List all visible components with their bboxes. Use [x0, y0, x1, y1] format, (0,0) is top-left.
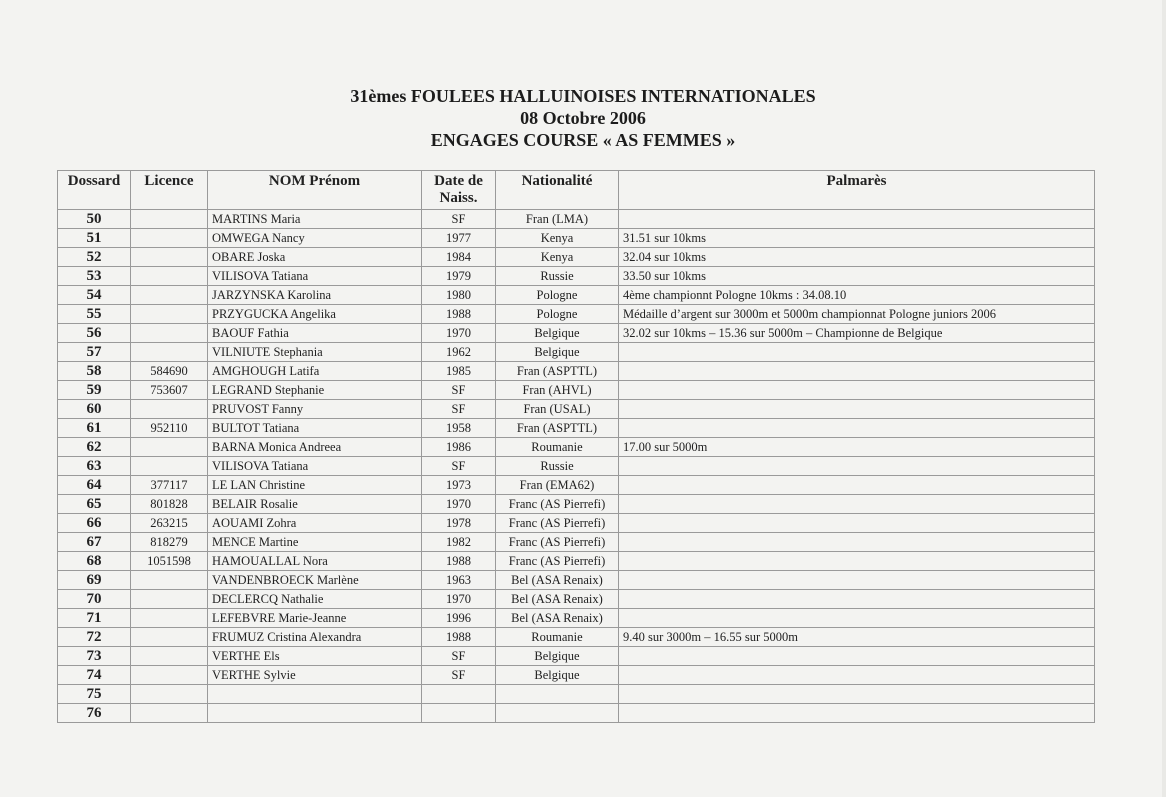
- cell-name: AMGHOUGH Latifa: [208, 362, 422, 381]
- cell-palmares: 17.00 sur 5000m: [619, 438, 1095, 457]
- cell-licence: [131, 305, 208, 324]
- cell-birth-date: 1984: [422, 248, 496, 267]
- cell-birth-date: 1970: [422, 324, 496, 343]
- table-row: [58, 362, 1095, 381]
- cell-name: OMWEGA Nancy: [208, 229, 422, 248]
- cell-licence: [131, 286, 208, 305]
- cell-palmares: [619, 590, 1095, 609]
- cell-nationality: Fran (ASPTTL): [496, 419, 619, 438]
- cell-licence: 377117: [131, 476, 208, 495]
- header-licence: Licence: [131, 171, 208, 210]
- cell-licence: [131, 457, 208, 476]
- cell-birth-date: 1988: [422, 628, 496, 647]
- cell-palmares: [619, 457, 1095, 476]
- cell-nationality: Franc (AS Pierrefi): [496, 514, 619, 533]
- cell-palmares: 33.50 sur 10kms: [619, 267, 1095, 286]
- cell-licence: [131, 609, 208, 628]
- cell-nationality: Roumanie: [496, 628, 619, 647]
- cell-nationality: [496, 704, 619, 723]
- table-row: [58, 286, 1095, 305]
- cell-name: PRUVOST Fanny: [208, 400, 422, 419]
- table-row: [58, 628, 1095, 647]
- cell-nationality: Fran (EMA62): [496, 476, 619, 495]
- table-row: [58, 400, 1095, 419]
- cell-licence: [131, 666, 208, 685]
- cell-dossard: 56: [58, 324, 131, 343]
- cell-dossard: 70: [58, 590, 131, 609]
- header-nationalite: Nationalité: [496, 171, 619, 210]
- cell-dossard: 58: [58, 362, 131, 381]
- cell-nationality: Bel (ASA Renaix): [496, 590, 619, 609]
- cell-palmares: [619, 571, 1095, 590]
- cell-dossard: 65: [58, 495, 131, 514]
- cell-dossard: 74: [58, 666, 131, 685]
- cell-nationality: Kenya: [496, 248, 619, 267]
- cell-licence: 801828: [131, 495, 208, 514]
- cell-licence: 952110: [131, 419, 208, 438]
- cell-licence: 263215: [131, 514, 208, 533]
- cell-licence: [131, 590, 208, 609]
- cell-dossard: 63: [58, 457, 131, 476]
- cell-palmares: [619, 609, 1095, 628]
- cell-palmares: [619, 495, 1095, 514]
- table-row: [58, 647, 1095, 666]
- cell-birth-date: 1986: [422, 438, 496, 457]
- cell-birth-date: 1982: [422, 533, 496, 552]
- event-date: 08 Octobre 2006: [520, 108, 646, 128]
- cell-palmares: [619, 362, 1095, 381]
- cell-licence: 584690: [131, 362, 208, 381]
- cell-dossard: 54: [58, 286, 131, 305]
- cell-name: OBARE Joska: [208, 248, 422, 267]
- cell-name: BARNA Monica Andreea: [208, 438, 422, 457]
- cell-dossard: 60: [58, 400, 131, 419]
- cell-name: VERTHE Sylvie: [208, 666, 422, 685]
- cell-licence: [131, 267, 208, 286]
- header-dossard: Dossard: [58, 171, 131, 210]
- cell-name: VILISOVA Tatiana: [208, 457, 422, 476]
- table-row: [58, 324, 1095, 343]
- cell-birth-date: 1978: [422, 514, 496, 533]
- cell-name: VERTHE Els: [208, 647, 422, 666]
- cell-birth-date: 1988: [422, 305, 496, 324]
- cell-licence: [131, 704, 208, 723]
- cell-licence: [131, 571, 208, 590]
- cell-palmares: Médaille d’argent sur 3000m et 5000m championnat Pologne juniors 2006: [619, 305, 1095, 324]
- cell-name: FRUMUZ Cristina Alexandra: [208, 628, 422, 647]
- cell-nationality: Russie: [496, 267, 619, 286]
- cell-nationality: Fran (ASPTTL): [496, 362, 619, 381]
- cell-palmares: 4ème championnt Pologne 10kms : 34.08.10: [619, 286, 1095, 305]
- cell-dossard: 52: [58, 248, 131, 267]
- cell-birth-date: 1996: [422, 609, 496, 628]
- cell-palmares: [619, 514, 1095, 533]
- cell-licence: 753607: [131, 381, 208, 400]
- cell-name: JARZYNSKA Karolina: [208, 286, 422, 305]
- cell-palmares: [619, 552, 1095, 571]
- cell-birth-date: 1973: [422, 476, 496, 495]
- cell-licence: [131, 229, 208, 248]
- cell-palmares: [619, 533, 1095, 552]
- title-block: [0, 85, 1166, 151]
- cell-dossard: 64: [58, 476, 131, 495]
- cell-name: HAMOUALLAL Nora: [208, 552, 422, 571]
- table-row: [58, 571, 1095, 590]
- table-row: [58, 381, 1095, 400]
- cell-dossard: 55: [58, 305, 131, 324]
- cell-birth-date: 1985: [422, 362, 496, 381]
- cell-nationality: Belgique: [496, 647, 619, 666]
- scan-edge: [1162, 0, 1166, 797]
- table-row: [58, 229, 1095, 248]
- cell-name: BELAIR Rosalie: [208, 495, 422, 514]
- cell-dossard: 69: [58, 571, 131, 590]
- cell-name: [208, 685, 422, 704]
- cell-palmares: [619, 704, 1095, 723]
- header-date: Date de Naiss.: [422, 171, 496, 210]
- cell-birth-date: SF: [422, 400, 496, 419]
- cell-palmares: [619, 419, 1095, 438]
- cell-name: MARTINS Maria: [208, 210, 422, 229]
- cell-nationality: Fran (AHVL): [496, 381, 619, 400]
- cell-birth-date: 1980: [422, 286, 496, 305]
- event-title: 31èmes FOULEES HALLUINOISES INTERNATIONALES: [350, 86, 816, 106]
- table-row: [58, 495, 1095, 514]
- cell-nationality: Russie: [496, 457, 619, 476]
- cell-birth-date: 1962: [422, 343, 496, 362]
- cell-name: DECLERCQ Nathalie: [208, 590, 422, 609]
- cell-name: VILNIUTE Stephania: [208, 343, 422, 362]
- cell-dossard: 59: [58, 381, 131, 400]
- cell-dossard: 76: [58, 704, 131, 723]
- cell-nationality: Pologne: [496, 305, 619, 324]
- cell-birth-date: 1977: [422, 229, 496, 248]
- cell-palmares: [619, 647, 1095, 666]
- cell-dossard: 57: [58, 343, 131, 362]
- cell-birth-date: SF: [422, 647, 496, 666]
- table-row: [58, 457, 1095, 476]
- cell-palmares: [619, 343, 1095, 362]
- table-row: [58, 552, 1095, 571]
- table-row: [58, 419, 1095, 438]
- cell-licence: [131, 628, 208, 647]
- cell-palmares: [619, 685, 1095, 704]
- cell-dossard: 53: [58, 267, 131, 286]
- cell-palmares: 32.04 sur 10kms: [619, 248, 1095, 267]
- cell-birth-date: SF: [422, 381, 496, 400]
- cell-name: [208, 704, 422, 723]
- table-row: [58, 210, 1095, 229]
- table-row: [58, 267, 1095, 286]
- cell-nationality: Franc (AS Pierrefi): [496, 533, 619, 552]
- cell-nationality: Belgique: [496, 343, 619, 362]
- cell-dossard: 66: [58, 514, 131, 533]
- table-row: [58, 514, 1095, 533]
- cell-palmares: [619, 666, 1095, 685]
- table-row: [58, 343, 1095, 362]
- table-row: [58, 305, 1095, 324]
- cell-nationality: [496, 685, 619, 704]
- cell-licence: [131, 324, 208, 343]
- cell-name: BAOUF Fathia: [208, 324, 422, 343]
- cell-dossard: 71: [58, 609, 131, 628]
- cell-licence: [131, 210, 208, 229]
- cell-name: AOUAMI Zohra: [208, 514, 422, 533]
- header-palmares: Palmarès: [619, 171, 1095, 210]
- cell-palmares: [619, 476, 1095, 495]
- table-row: [58, 685, 1095, 704]
- cell-nationality: Bel (ASA Renaix): [496, 609, 619, 628]
- table-row: [58, 438, 1095, 457]
- cell-dossard: 73: [58, 647, 131, 666]
- cell-name: VILISOVA Tatiana: [208, 267, 422, 286]
- cell-palmares: 9.40 sur 3000m – 16.55 sur 5000m: [619, 628, 1095, 647]
- cell-palmares: 31.51 sur 10kms: [619, 229, 1095, 248]
- cell-nationality: Fran (LMA): [496, 210, 619, 229]
- cell-dossard: 75: [58, 685, 131, 704]
- header-nom: NOM Prénom: [208, 171, 422, 210]
- cell-palmares: [619, 400, 1095, 419]
- cell-birth-date: 1988: [422, 552, 496, 571]
- cell-birth-date: SF: [422, 210, 496, 229]
- cell-licence: 1051598: [131, 552, 208, 571]
- cell-name: LEGRAND Stephanie: [208, 381, 422, 400]
- cell-nationality: Roumanie: [496, 438, 619, 457]
- cell-name: BULTOT Tatiana: [208, 419, 422, 438]
- cell-birth-date: 1958: [422, 419, 496, 438]
- cell-name: MENCE Martine: [208, 533, 422, 552]
- cell-birth-date: SF: [422, 666, 496, 685]
- cell-dossard: 72: [58, 628, 131, 647]
- cell-licence: [131, 438, 208, 457]
- cell-dossard: 51: [58, 229, 131, 248]
- cell-licence: [131, 685, 208, 704]
- cell-licence: [131, 343, 208, 362]
- cell-dossard: 62: [58, 438, 131, 457]
- cell-licence: 818279: [131, 533, 208, 552]
- cell-nationality: Franc (AS Pierrefi): [496, 495, 619, 514]
- cell-dossard: 61: [58, 419, 131, 438]
- table-row: [58, 476, 1095, 495]
- cell-nationality: Bel (ASA Renaix): [496, 571, 619, 590]
- entries-table: [57, 170, 1095, 723]
- cell-birth-date: 1963: [422, 571, 496, 590]
- header-row: [58, 171, 1095, 210]
- cell-nationality: Pologne: [496, 286, 619, 305]
- table-row: [58, 590, 1095, 609]
- table-row: [58, 609, 1095, 628]
- cell-licence: [131, 248, 208, 267]
- cell-birth-date: 1970: [422, 495, 496, 514]
- cell-nationality: Kenya: [496, 229, 619, 248]
- cell-nationality: Franc (AS Pierrefi): [496, 552, 619, 571]
- table-body: [58, 210, 1095, 723]
- table-row: [58, 248, 1095, 267]
- cell-nationality: Fran (USAL): [496, 400, 619, 419]
- cell-birth-date: 1970: [422, 590, 496, 609]
- cell-palmares: [619, 210, 1095, 229]
- cell-dossard: 67: [58, 533, 131, 552]
- cell-dossard: 68: [58, 552, 131, 571]
- cell-name: LE LAN Christine: [208, 476, 422, 495]
- table-row: [58, 666, 1095, 685]
- cell-dossard: 50: [58, 210, 131, 229]
- race-title: ENGAGES COURSE « AS FEMMES »: [430, 130, 736, 150]
- cell-name: LEFEBVRE Marie-Jeanne: [208, 609, 422, 628]
- cell-name: PRZYGUCKA Angelika: [208, 305, 422, 324]
- cell-palmares: [619, 381, 1095, 400]
- table-row: [58, 533, 1095, 552]
- cell-birth-date: [422, 704, 496, 723]
- cell-birth-date: 1979: [422, 267, 496, 286]
- table-row: [58, 704, 1095, 723]
- cell-nationality: Belgique: [496, 666, 619, 685]
- cell-nationality: Belgique: [496, 324, 619, 343]
- cell-name: VANDENBROECK Marlène: [208, 571, 422, 590]
- cell-licence: [131, 647, 208, 666]
- cell-licence: [131, 400, 208, 419]
- cell-birth-date: [422, 685, 496, 704]
- cell-birth-date: SF: [422, 457, 496, 476]
- cell-palmares: 32.02 sur 10kms – 15.36 sur 5000m – Championne de Belgique: [619, 324, 1095, 343]
